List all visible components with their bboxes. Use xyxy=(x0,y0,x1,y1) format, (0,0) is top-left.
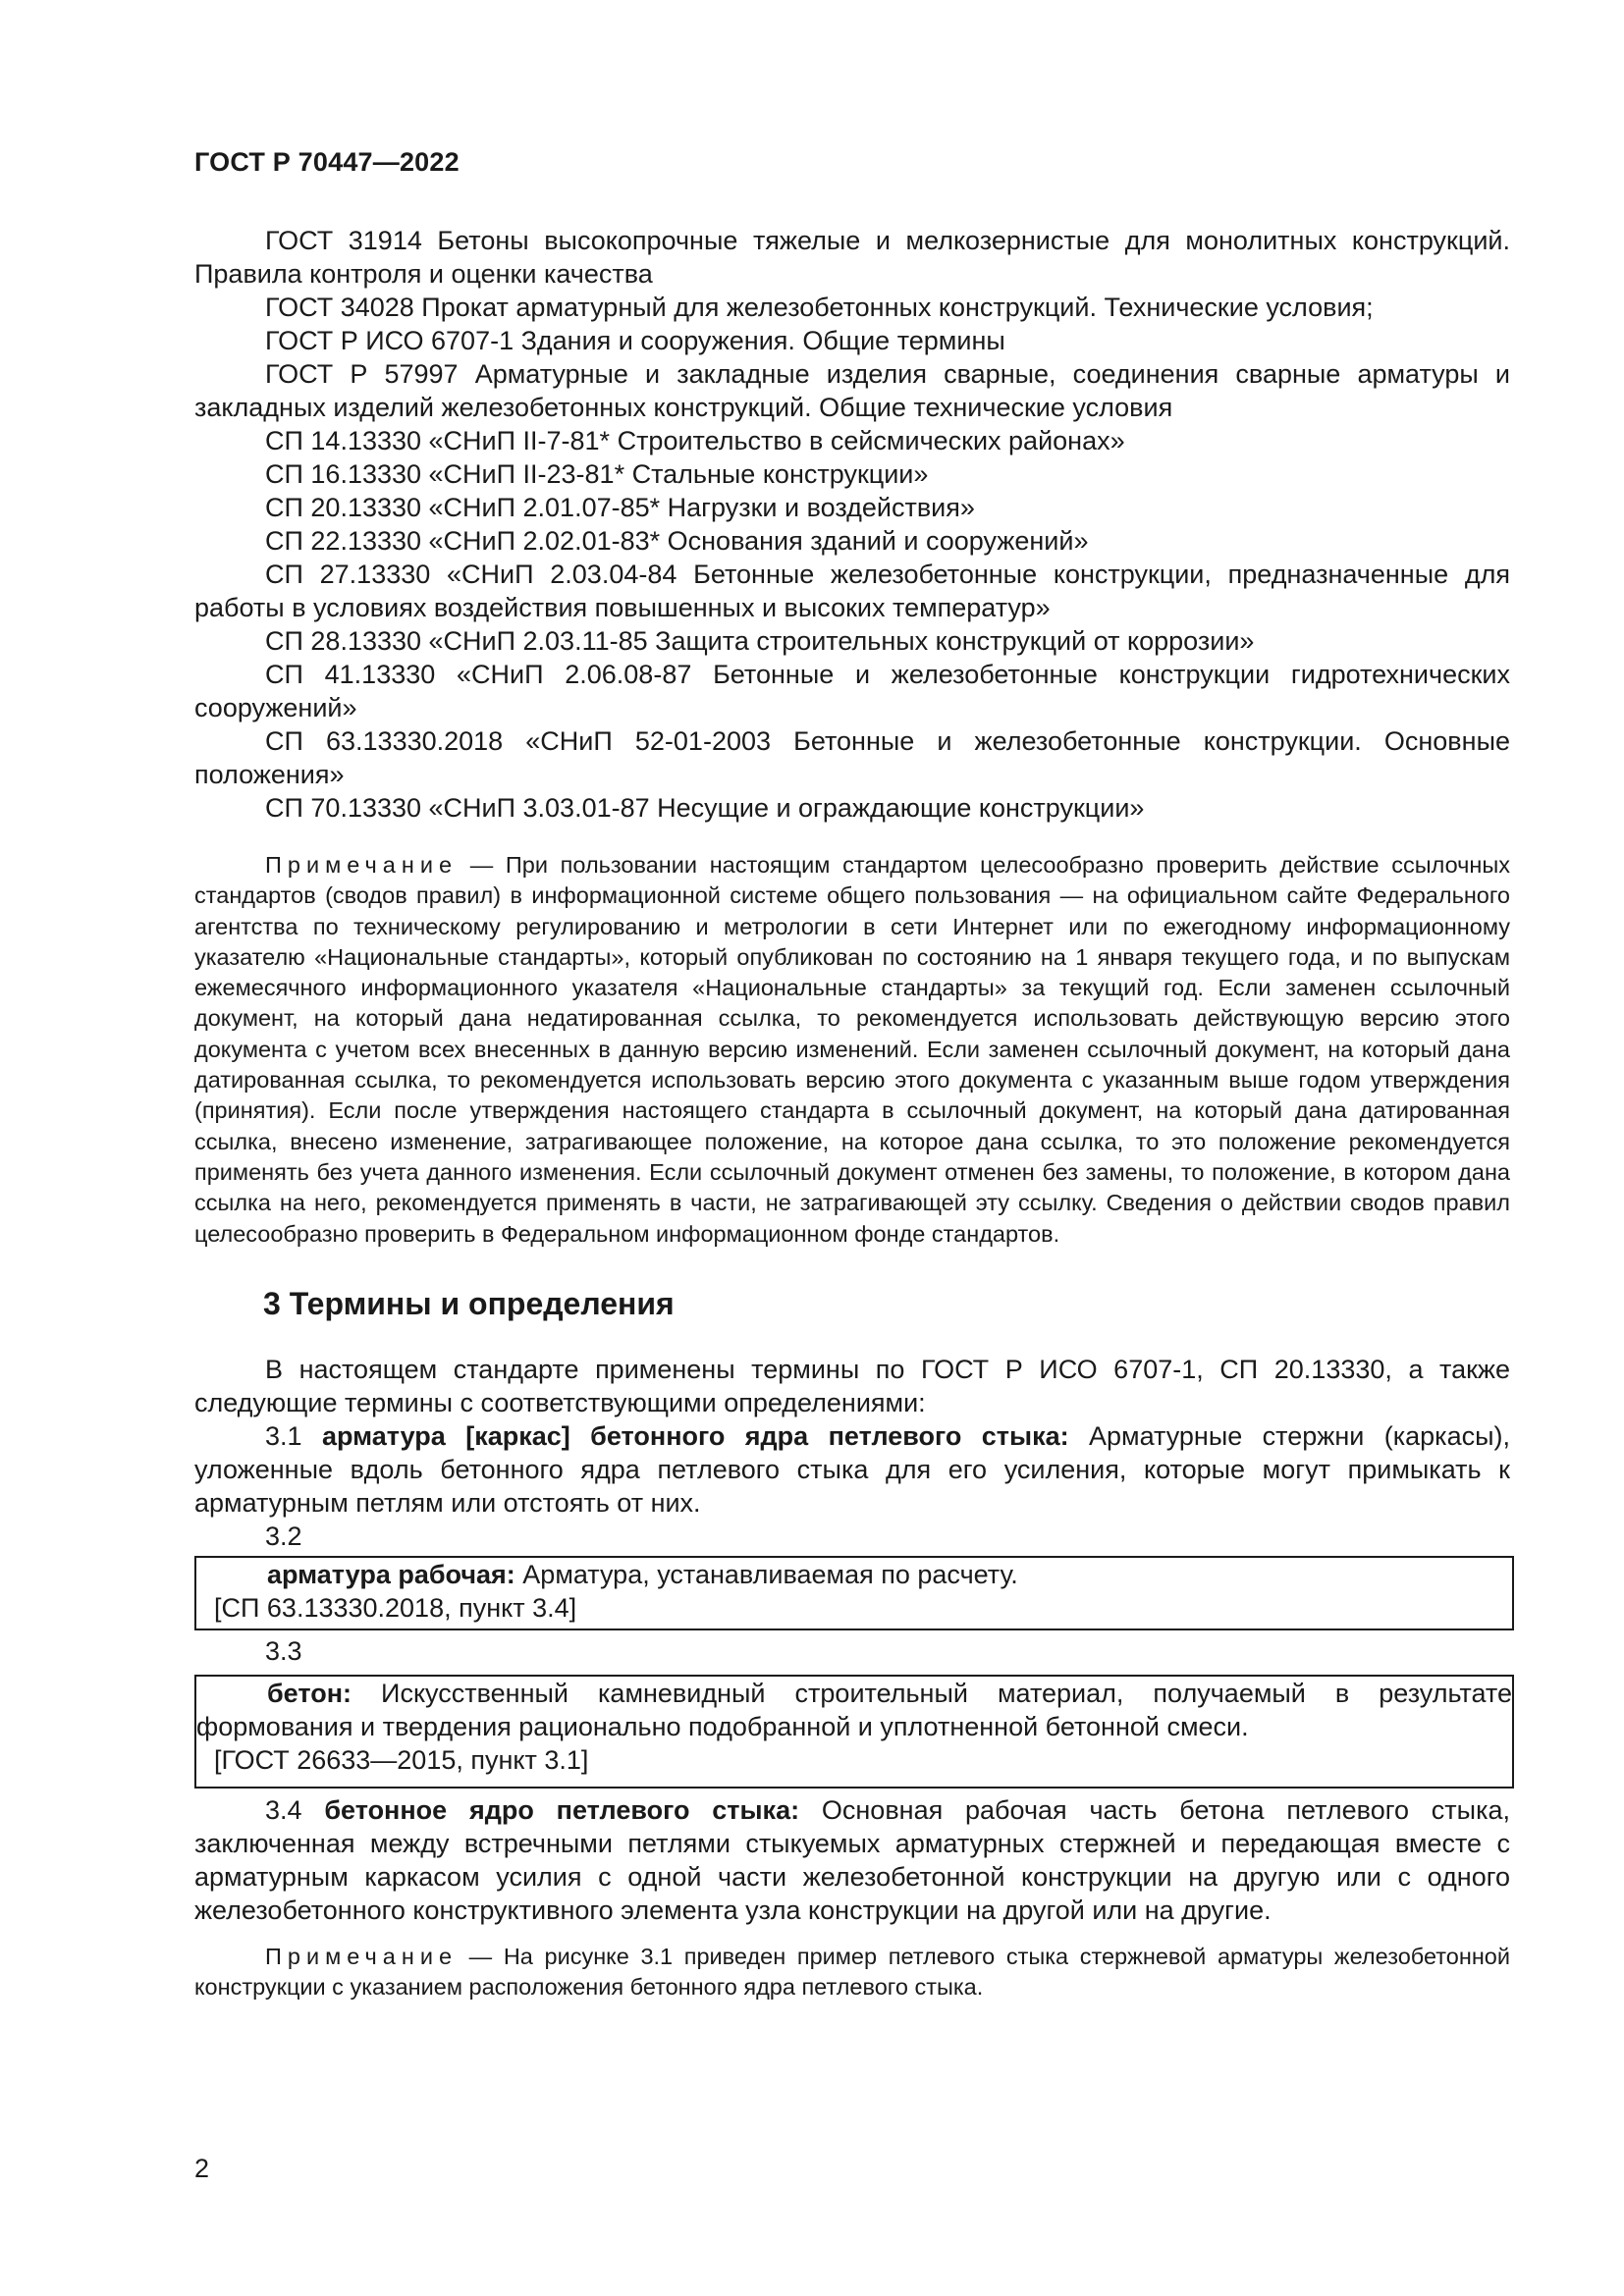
reference-item: ГОСТ 34028 Прокат арматурный для железобетонных конструкций. Технические условия; xyxy=(265,293,1374,322)
term-source: [СП 63.13330.2018, пункт 3.4] xyxy=(214,1593,577,1623)
intro-paragraph: В настоящем стандарте применены термины по ГОСТ Р ИСО 6707-1, СП 20.13330, а также следующие термины с соответствующими определениями: xyxy=(194,1355,1510,1417)
reference-item: СП 41.13330 «СНиП 2.06.08-87 Бетонные и железобетонные конструкции гидротехнических сооружений» xyxy=(194,660,1510,722)
term-number: 3.1 xyxy=(265,1421,322,1451)
term-3-3-number-wrap xyxy=(194,1634,1510,1668)
reference-item: ГОСТ 31914 Бетоны высокопрочные тяжелые и мелкозернистые для монолитных конструкций. Правила контроля и оценки качества xyxy=(194,226,1510,289)
reference-item: СП 14.13330 «СНиП II-7-81* Строительство в сейсмических районах» xyxy=(265,426,1125,455)
term-name: арматура [каркас] бетонного ядра петлевого стыка: xyxy=(321,1421,1069,1451)
term-definition: Арматурные стержни (каркасы), уложенные вдоль бетонного ядра петлевого стыка для его усиления, которые могут примыкать к арматурным петлям или отстоять от них. xyxy=(194,1421,1510,1518)
note-references xyxy=(194,850,1510,1250)
term-number: 3.4 xyxy=(265,1795,325,1825)
term-3-3-box xyxy=(194,1675,1514,1789)
document-code-header: ГОСТ Р 70447—2022 xyxy=(194,147,460,177)
term-definition: Арматура, устанавливаемая по расчету. xyxy=(514,1560,1018,1589)
term-3-2-number: 3.2 xyxy=(265,1522,302,1551)
term-source: [ГОСТ 26633—2015, пункт 3.1] xyxy=(214,1745,589,1775)
term-3-4 xyxy=(194,1793,1510,1927)
note-label: Примечание xyxy=(265,1944,459,1969)
reference-item: ГОСТ Р 57997 Арматурные и закладные изделия сварные, соединения сварные арматуры и закладных изделий железобетонных конструкций. Общие технические условия xyxy=(194,359,1510,422)
term-definition: Искусственный камневидный строительный материал, получаемый в результате формования и твердения рационально подобранной и уплотненной бетонной смеси. xyxy=(196,1679,1512,1741)
term-name: бетон: xyxy=(267,1679,352,1708)
note-label: Примечание xyxy=(265,852,459,878)
reference-item: СП 63.13330.2018 «СНиП 52-01-2003 Бетонные и железобетонные конструкции. Основные положения» xyxy=(194,726,1510,789)
reference-item: СП 16.13330 «СНиП II-23-81* Стальные конструкции» xyxy=(265,459,929,489)
note-figure xyxy=(194,1942,1510,2003)
term-name: арматура рабочая: xyxy=(267,1560,515,1589)
term-name: бетонное ядро петлевого стыка: xyxy=(324,1795,800,1825)
term-definition: Основная рабочая часть бетона петлевого стыка, заключенная между встречными петлями стыкуемых арматурных стержней и передающая вместе с арматурным каркасом усилия с одной части железобетонной конструкции на другую или с одного железобетонного конструктивного элемента узла конструкции на другой или на другие. xyxy=(194,1795,1510,1925)
term-3-4-wrap xyxy=(194,1793,1510,1927)
section-intro xyxy=(194,1353,1510,1553)
note-text: — На рисунке 3.1 приведен пример петлевого стыка стержневой арматуры железобетонной конструкции с указанием расположения бетонного ядра петлевого стыка. xyxy=(194,1944,1510,2001)
reference-item: СП 70.13330 «СНиП 3.03.01-87 Несущие и ограждающие конструкции» xyxy=(265,793,1145,823)
normative-references-list xyxy=(194,224,1510,825)
term-3-2-box xyxy=(194,1556,1514,1630)
page-number: 2 xyxy=(194,2154,210,2183)
term-3-1 xyxy=(194,1419,1510,1520)
reference-item: СП 22.13330 «СНиП 2.02.01-83* Основания зданий и сооружений» xyxy=(265,526,1089,556)
reference-item: ГОСТ Р ИСО 6707-1 Здания и сооружения. Общие термины xyxy=(265,326,1005,355)
term-3-3-number: 3.3 xyxy=(265,1636,302,1666)
reference-item: СП 27.13330 «СНиП 2.03.04-84 Бетонные железобетонные конструкции, предназначенные для работы в условиях воздействия повышенных и высоких температур» xyxy=(194,560,1510,622)
note-text: — При пользовании настоящим стандартом целесообразно проверить действие ссылочных стандартов (сводов правил) в информационной системе общего пользования — на официальном сайте Федерального агентства по техническому регулированию и метрологии в сети Интернет или по ежегодному информационному указателю «Национальные стандарты», который опубликован по состоянию на 1 января текущего года, и по выпускам ежемесячного информационного указателя «Национальные стандарты» за текущий год. Если заменен ссылочный документ, на который дана недатированная ссылка, то рекомендуется использовать действующую версию этого документа с учетом всех внесенных в данную версию изменений. Если заменен ссылочный документ, на который дана датированная ссылка, то рекомендуется использовать версию этого документа с указанным выше годом утверждения (принятия). Если после утверждения настоящего стандарта в ссылочный документ, на который дана датированная ссылка, внесено изменение, затрагивающее положение, на которое дана ссылка, то это положение рекомендуется применять без учета данного изменения. Если ссылочный документ отменен без замены, то положение, в котором дана ссылка на него, рекомендуется применять в части, не затрагивающей эту ссылку. Сведения о действии сводов правил целесообразно проверить в Федеральном информационном фонде стандартов. xyxy=(194,852,1510,1247)
reference-item: СП 20.13330 «СНиП 2.01.07-85* Нагрузки и воздействия» xyxy=(265,493,975,522)
section-title: 3 Термины и определения xyxy=(263,1286,675,1321)
reference-item: СП 28.13330 «СНиП 2.03.11-85 Защита строительных конструкций от коррозии» xyxy=(265,626,1255,656)
